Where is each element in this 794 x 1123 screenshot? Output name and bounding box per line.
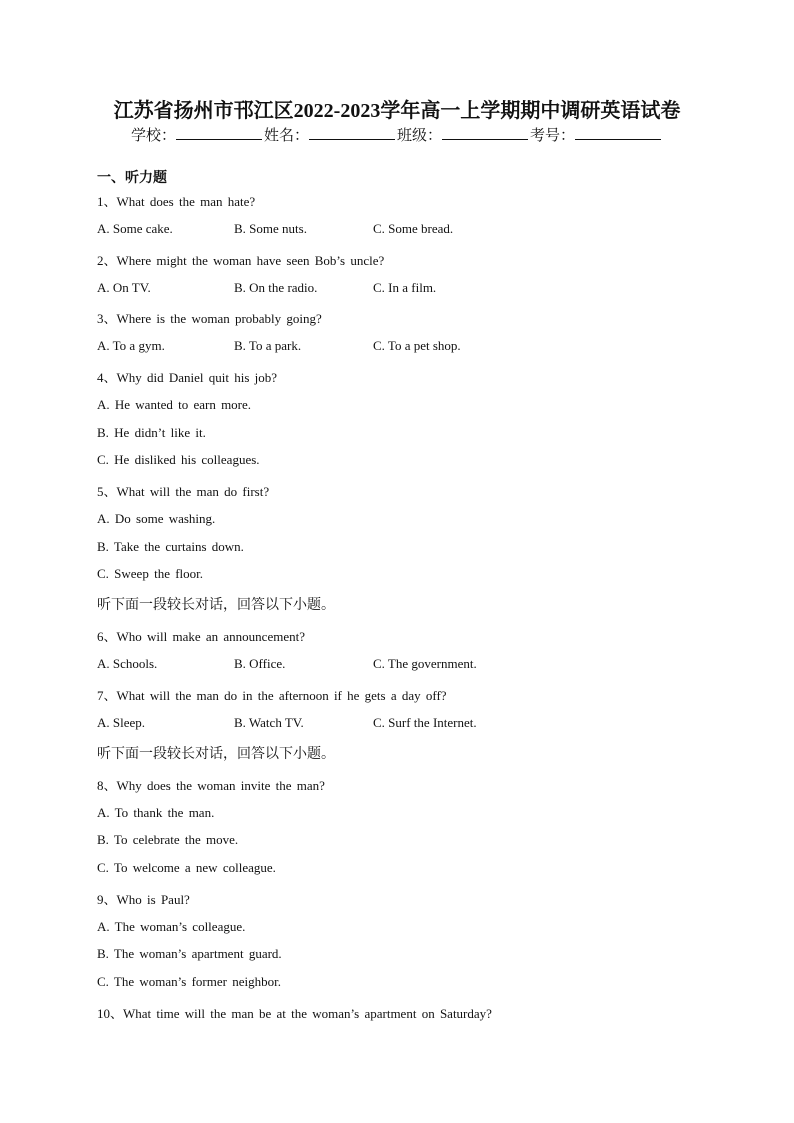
option-3a: A. To a gym. — [97, 338, 165, 353]
option-3c: C. To a pet shop. — [373, 338, 461, 353]
option-4b: B. He didn’t like it. — [97, 425, 206, 440]
option-5c: C. Sweep the floor. — [97, 566, 204, 581]
option-1a: A. Some cake. — [97, 221, 173, 236]
options-row-1 — [97, 221, 697, 239]
option-7c: C. Surf the Internet. — [373, 715, 477, 730]
option-5a: A. Do some washing. — [97, 511, 216, 526]
question-7: 7、What will the man do in the afternoon if he gets a day off? — [97, 688, 447, 703]
school-label: 学校： — [130, 128, 176, 144]
question-10: 10、What time will the man be at the woman’s apartment on Saturday? — [97, 1006, 492, 1021]
option-2b: B. On the radio. — [234, 280, 318, 295]
name-blank — [309, 125, 395, 140]
options-row-6 — [97, 656, 697, 674]
option-1c: C. Some bread. — [373, 221, 454, 236]
instruction-long-dialogue-1: 听下面一段较长对话，回答以下小题。 — [97, 598, 335, 613]
option-7b: B. Watch TV. — [234, 715, 304, 730]
section-heading-listening: 一、听力题 — [97, 171, 167, 186]
question-2: 2、Where might the woman have seen Bob’s uncle? — [97, 253, 385, 268]
option-4c: C. He disliked his colleagues. — [97, 452, 260, 467]
instruction-long-dialogue-2: 听下面一段较长对话，回答以下小题。 — [97, 747, 335, 762]
option-7a: A. Sleep. — [97, 715, 146, 730]
exam-title: 江苏省扬州市邗江区2022-2023学年高一上学期期中调研英语试卷 — [113, 100, 681, 122]
option-9b: B. The woman’s apartment guard. — [97, 946, 282, 961]
option-3b: B. To a park. — [234, 338, 302, 353]
question-4: 4、Why did Daniel quit his job? — [97, 370, 278, 385]
question-9: 9、Who is Paul? — [97, 892, 190, 907]
student-info-line — [0, 124, 794, 145]
option-8a: A. To thank the man. — [97, 805, 215, 820]
options-row-2 — [97, 280, 697, 298]
question-5: 5、What will the man do first? — [97, 484, 270, 499]
number-label: 考号： — [530, 128, 576, 144]
name-label: 姓名： — [263, 128, 309, 144]
option-9c: C. The woman’s former neighbor. — [97, 974, 281, 989]
options-row-3 — [97, 338, 697, 356]
options-row-7 — [97, 715, 697, 733]
class-blank — [442, 125, 528, 140]
option-6b: B. Office. — [234, 656, 286, 671]
question-8: 8、Why does the woman invite the man? — [97, 778, 325, 793]
option-9a: A. The woman’s colleague. — [97, 919, 246, 934]
question-3: 3、Where is the woman probably going? — [97, 311, 322, 326]
option-1b: B. Some nuts. — [234, 221, 307, 236]
option-2c: C. In a film. — [373, 280, 437, 295]
school-blank — [176, 125, 262, 140]
class-label: 班级： — [397, 128, 443, 144]
option-8b: B. To celebrate the move. — [97, 832, 239, 847]
option-6a: A. Schools. — [97, 656, 158, 671]
number-blank — [575, 125, 661, 140]
option-2a: A. On TV. — [97, 280, 151, 295]
option-5b: B. Take the curtains down. — [97, 539, 244, 554]
question-1: 1、What does the man hate? — [97, 194, 256, 209]
option-8c: C. To welcome a new colleague. — [97, 860, 276, 875]
option-4a: A. He wanted to earn more. — [97, 397, 252, 412]
option-6c: C. The government. — [373, 656, 477, 671]
question-6: 6、Who will make an announcement? — [97, 629, 305, 644]
